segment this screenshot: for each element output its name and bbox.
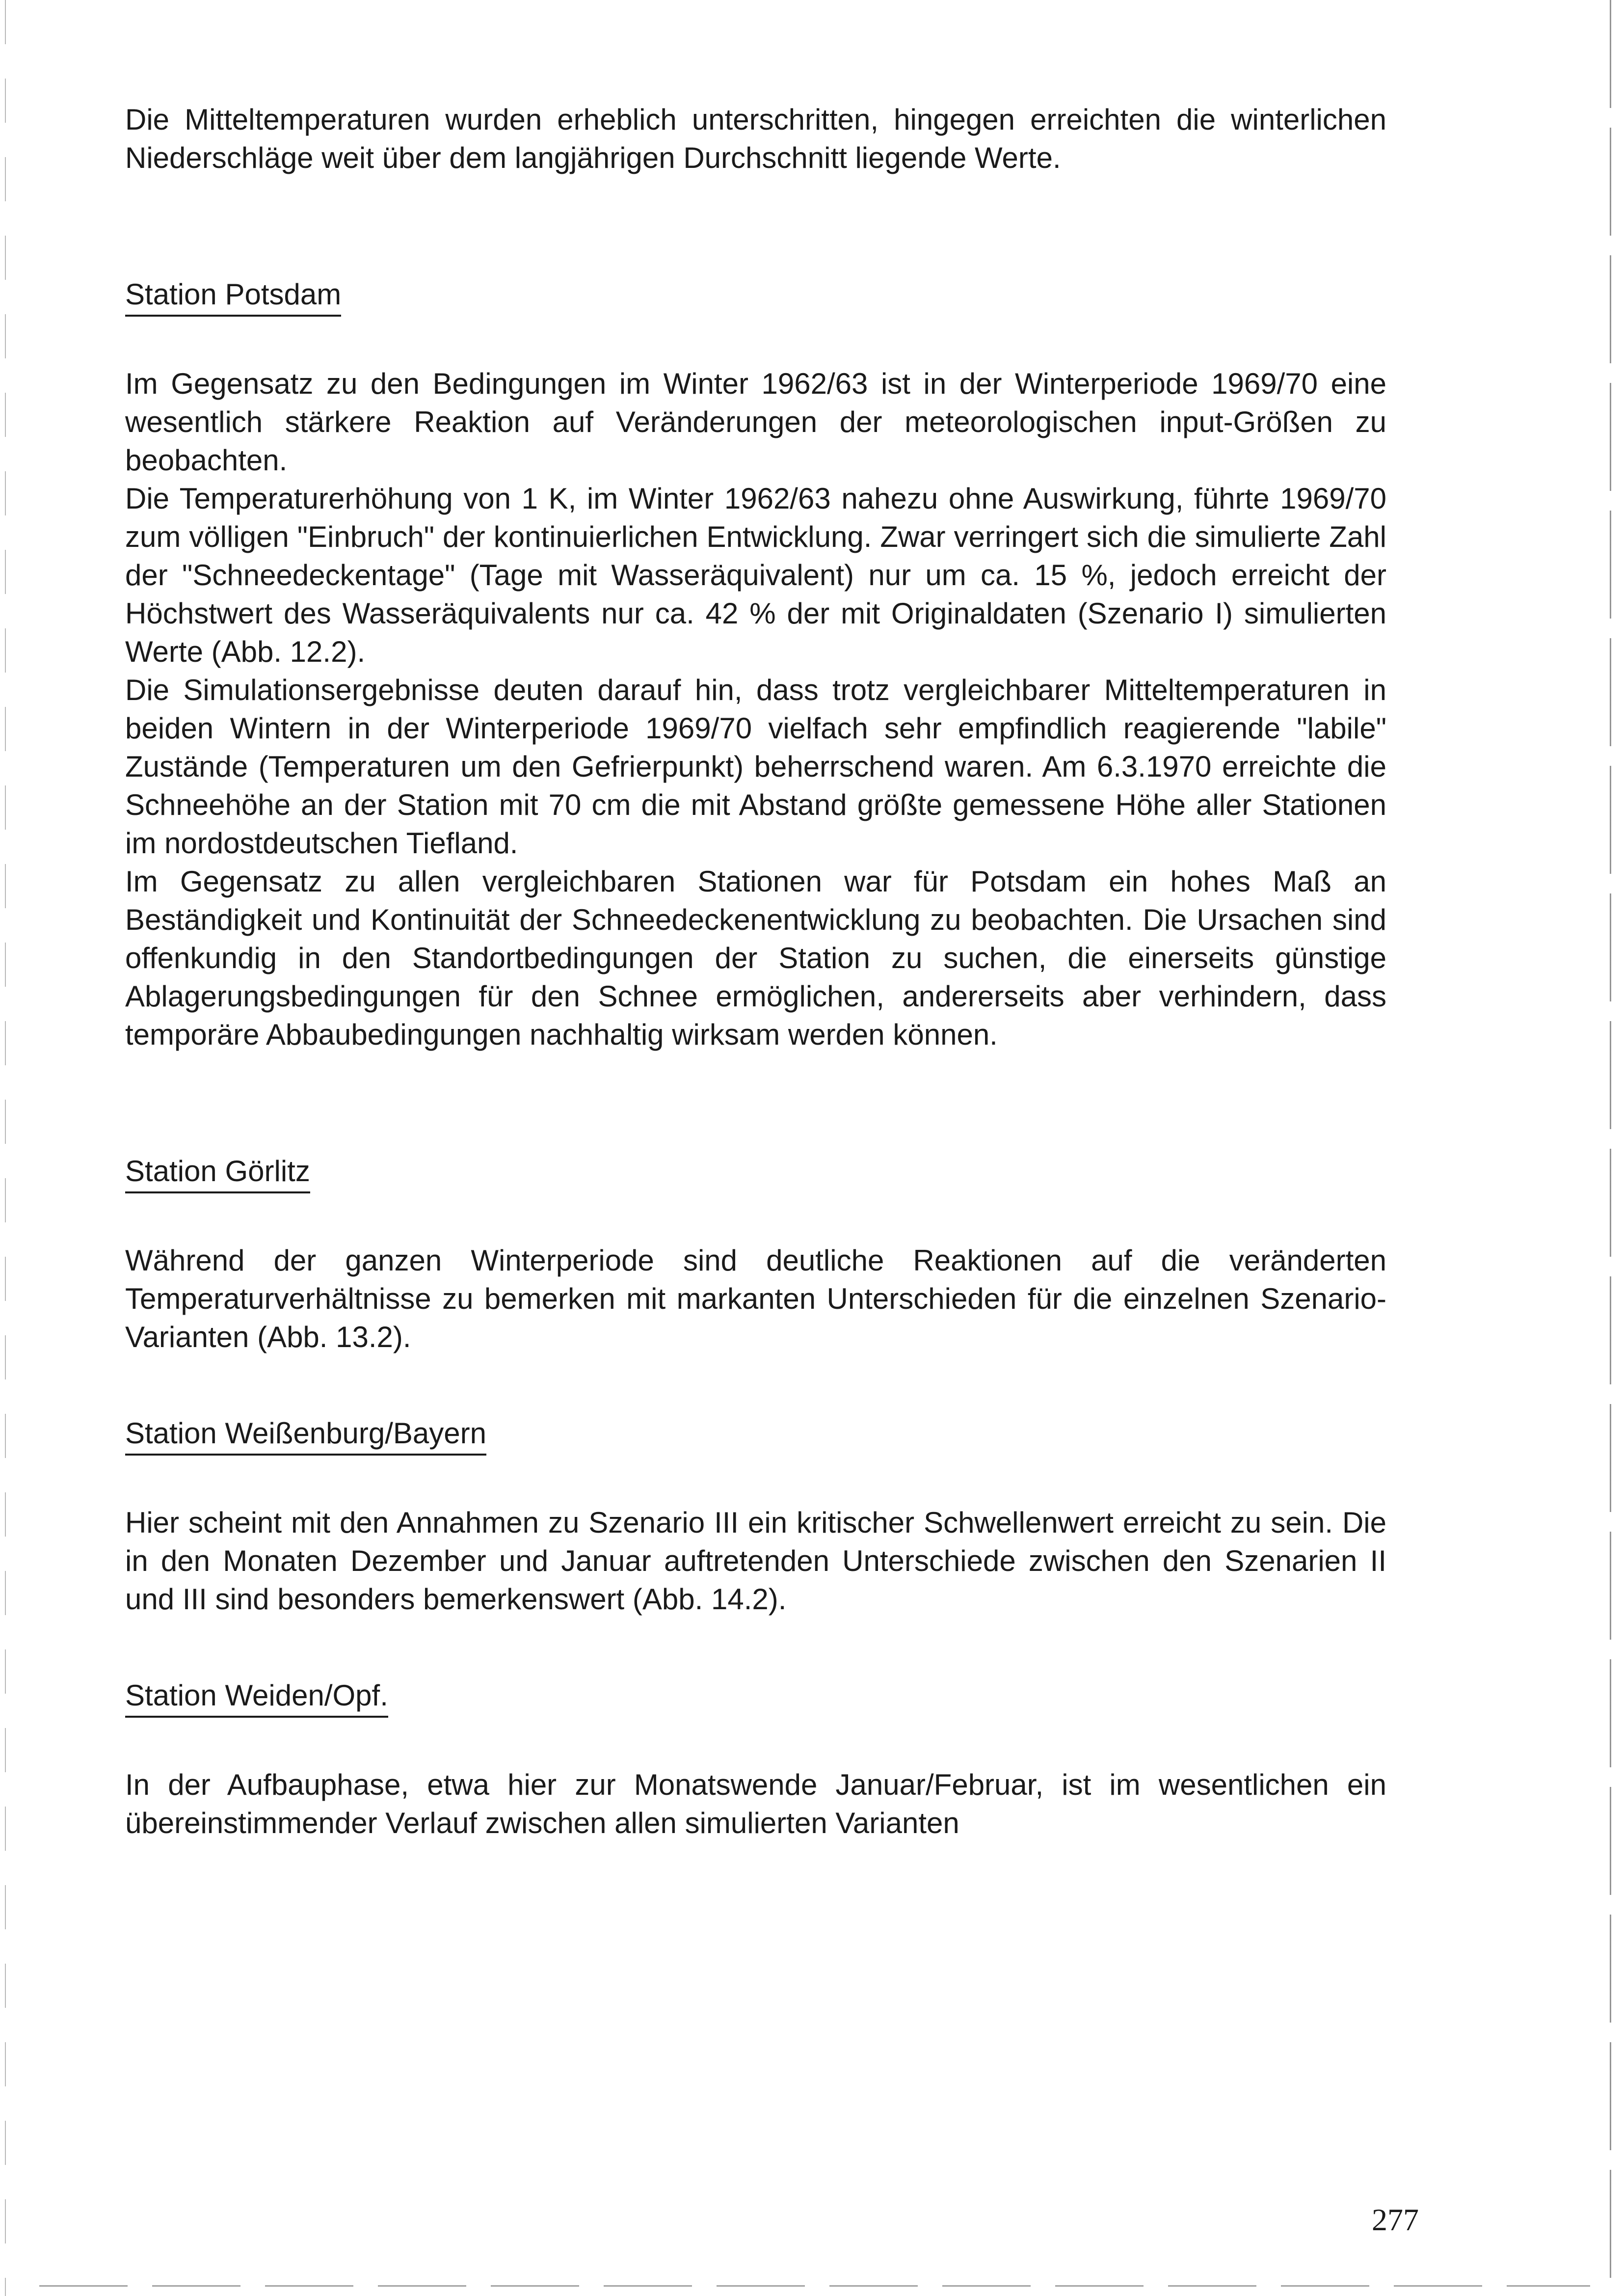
paragraph: Hier scheint mit den Annahmen zu Szenario III ein kritischer Schwellenwert erreicht zu sein. Die in den Monaten Dezember und Januar auftretenden Unterschiede zwischen den Szenarien II und III sind besonders bemerkenswert (Abb. 14.2).	[125, 1506, 1386, 1616]
page-number: 277	[1372, 2202, 1419, 2237]
paragraph: In der Aufbauphase, etwa hier zur Monatswende Januar/Februar, ist im wesentlichen ein übereinstimmender Verlauf zwischen allen simulierten Varianten	[125, 1768, 1386, 1839]
section-weiden	[125, 1676, 1386, 1842]
paragraph: Im Gegensatz zu den Bedingungen im Winter 1962/63 ist in der Winterperiode 1969/70 eine wesentlich stärkere Reaktion auf Veränderungen der meteorologischen input-Größen zu beobachten.	[125, 367, 1386, 477]
document-page	[125, 101, 1386, 1842]
section-heading-weissenburg: Station Weißenburg/Bayern	[125, 1414, 486, 1456]
paragraph: Die Simulationsergebnisse deuten darauf hin, dass trotz vergleichbarer Mitteltemperaturen in beiden Wintern in der Winterperiode 1969/70 vielfach sehr empfindlich reagierende "labile" Zustände (Temperaturen um den Gefrierpunkt) beherrschend waren. Am 6.3.1970 erreichte die Schneehöhe an der Station mit 70 cm die mit Abstand größte gemessene Höhe aller Stationen im nordostdeutschen Tiefland.	[125, 674, 1386, 860]
scan-edge-bottom	[39, 2285, 1590, 2287]
paragraph: Während der ganzen Winterperiode sind deutliche Reaktionen auf die veränderten Temperaturverhältnisse zu bemerken mit markanten Unterschieden für die einzelnen Szenario-Varianten (Abb. 13.2).	[125, 1244, 1386, 1353]
scan-edge-right	[1610, 0, 1611, 2296]
section-goerlitz	[125, 1152, 1386, 1356]
section-weissenburg	[125, 1414, 1386, 1619]
section-heading-potsdam: Station Potsdam	[125, 275, 341, 317]
paragraph: Im Gegensatz zu allen vergleichbaren Stationen war für Potsdam ein hohes Maß an Beständigkeit und Kontinuität der Schneedeckenentwicklung zu beobachten. Die Ursachen sind offenkundig in den Standortbedingungen der Station zu suchen, die einerseits günstige Ablagerungsbedingungen für den Schnee ermöglichen, andererseits aber verhindern, dass temporäre Abbaubedingungen nachhaltig wirksam werden können.	[125, 865, 1386, 1051]
intro-paragraph: Die Mitteltemperaturen wurden erheblich unterschritten, hingegen erreichten die winterlichen Niederschläge weit über dem langjährigen Durchschnitt liegende Werte.	[125, 103, 1386, 174]
section-potsdam	[125, 275, 1386, 1054]
section-heading-goerlitz: Station Görlitz	[125, 1152, 310, 1193]
section-heading-weiden: Station Weiden/Opf.	[125, 1676, 388, 1718]
paragraph: Die Temperaturerhöhung von 1 K, im Winter 1962/63 nahezu ohne Auswirkung, führte 1969/70 zum völligen "Einbruch" der kontinuierlichen Entwicklung. Zwar verringert sich die simulierte Zahl der "Schneedeckentage" (Tage mit Wasseräquivalent) nur um ca. 15 %, jedoch erreicht der Höchstwert des Wasseräquivalents nur ca. 42 % der mit Originaldaten (Szenario I) simulierten Werte (Abb. 12.2).	[125, 482, 1386, 668]
scan-edge-left	[5, 0, 6, 2296]
